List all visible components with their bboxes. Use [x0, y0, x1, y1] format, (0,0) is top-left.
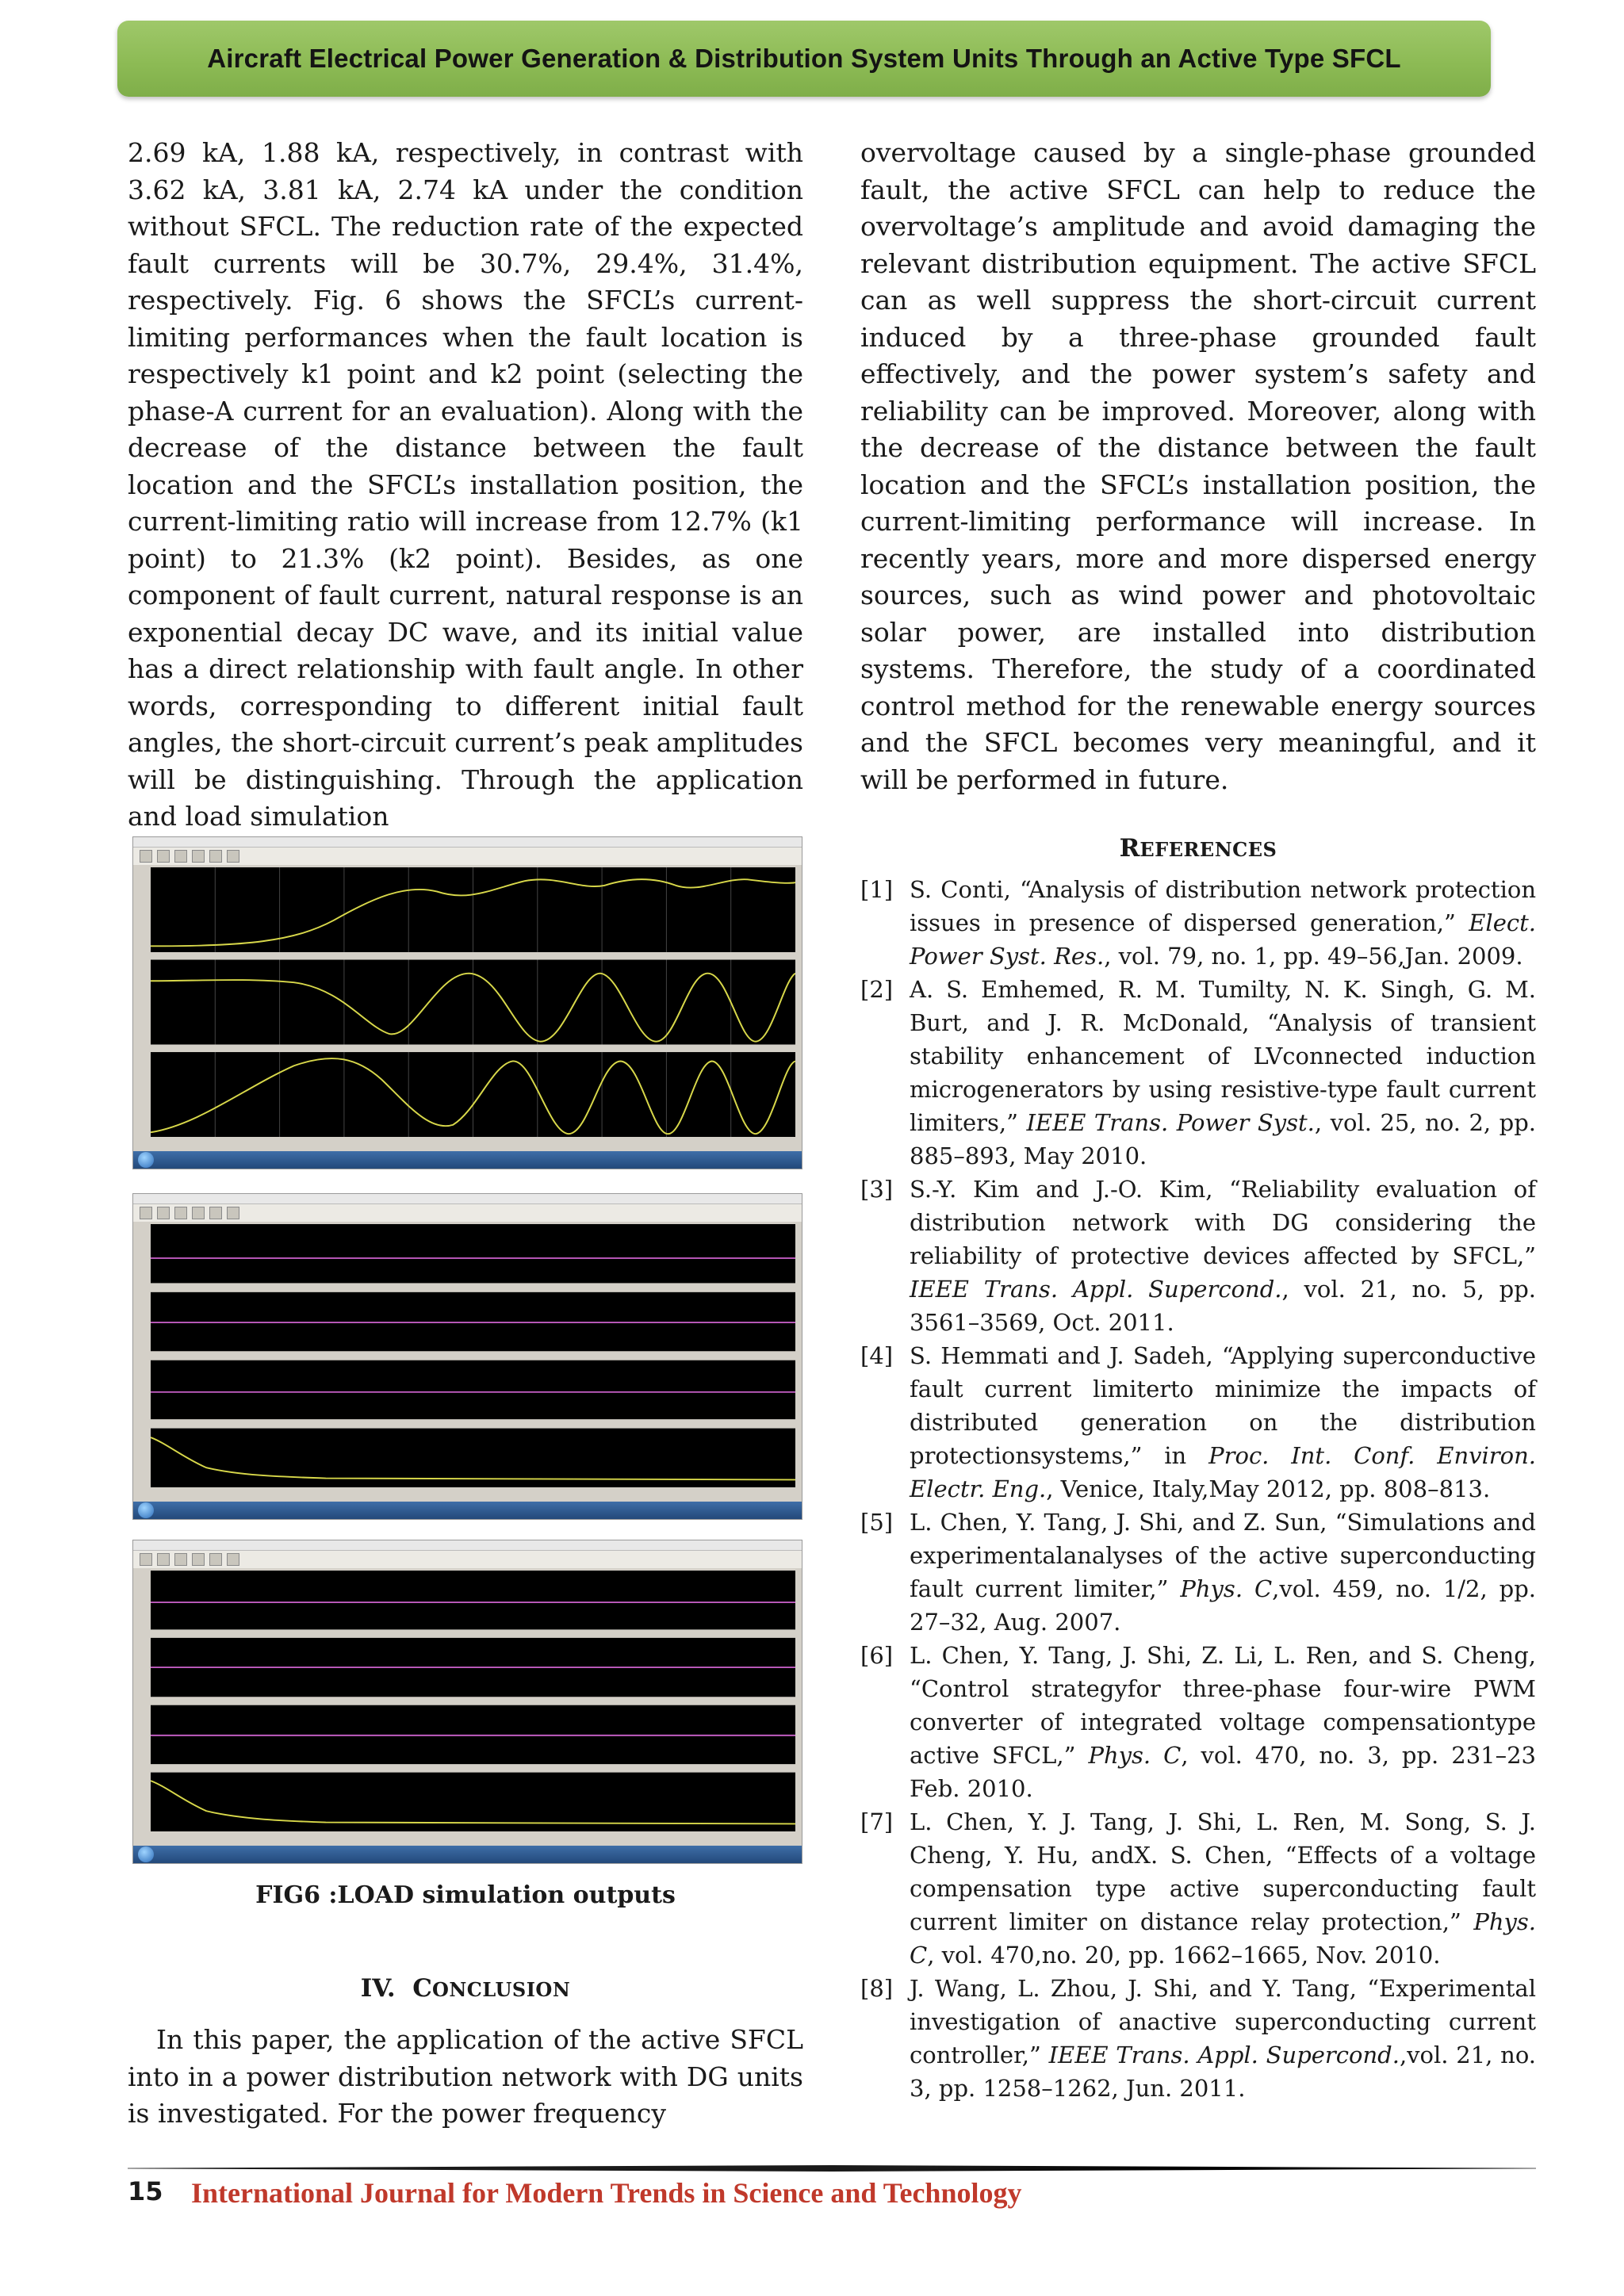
- reference-details: , vol. 25, no. 2, pp. 885–893, May 2010.: [910, 1109, 1536, 1169]
- reference-authors-title: S. Hemmati and J. Sadeh, “Applying superconductive fault current limiterto minimize the impacts of distributed generation on the distribution protectionsystems,” in: [910, 1342, 1536, 1469]
- reference-text: [910, 873, 1536, 973]
- references-heading: [860, 834, 1536, 863]
- reference-number: [3]: [860, 1176, 894, 1203]
- reference-item: [860, 1506, 1536, 1639]
- reference-venue: Proc. Int. Conf. Environ. Electr. Eng.: [910, 1442, 1536, 1502]
- reference-item: [860, 1805, 1536, 1972]
- reference-authors-title: L. Chen, Y. Tang, J. Shi, and Z. Sun, “Simulations and experimentalanalyses of the active superconducting fault current limiter,”: [910, 1509, 1536, 1602]
- right-column: [860, 135, 1536, 798]
- scope-plot-area: [151, 1571, 795, 1831]
- reference-text: [910, 1972, 1536, 2105]
- conclusion-heading: [128, 1974, 803, 2003]
- zoom-icon: [174, 1207, 187, 1219]
- header-title: Aircraft Electrical Power Generation & Distribution System Units Through an Active Type SFCL: [207, 44, 1401, 73]
- reference-number: [8]: [860, 1975, 894, 2002]
- reference-details: , vol. 470,no. 20, pp. 1662–1665, Nov. 2010.: [927, 1942, 1441, 1969]
- conclusion-heading-rest: ONCLUSION: [431, 1978, 571, 2001]
- reference-text: [910, 1339, 1536, 1506]
- footer-divider: [128, 2165, 1536, 2172]
- reference-authors-title: S. Conti, “Analysis of distribution network protection issues in presence of dispersed generation,”: [910, 876, 1536, 936]
- zoom-icon: [174, 1553, 187, 1566]
- scope-plot-area: [151, 1224, 795, 1487]
- reference-number: [7]: [860, 1808, 894, 1835]
- settings-icon: [157, 1207, 170, 1219]
- reference-details: , Venice, Italy,May 2012, pp. 808–813.: [1046, 1475, 1491, 1502]
- settings-icon: [157, 850, 170, 863]
- reference-venue: Elect. Power Syst. Res.: [910, 909, 1536, 970]
- references-heading-initial: R: [1119, 834, 1140, 863]
- print-icon: [140, 1207, 152, 1219]
- reference-item: [860, 1173, 1536, 1339]
- reference-authors-title: A. S. Emhemed, R. M. Tumilty, N. K. Singh, G. M. Burt, and J. R. McDonald, “Analysis of transient stability enhancement of LVconnected induction microgenerators by using resistive-type fault current limiters,”: [910, 976, 1536, 1136]
- journal-name: International Journal for Modern Trends in Science and Technology: [191, 2177, 1022, 2209]
- autoscale-icon: [227, 1553, 239, 1566]
- reference-venue: Phys. C: [1088, 1742, 1182, 1769]
- conclusion-paragraph: In this paper, the application of the active SFCL into in a power distribution network with DG units is investigated. For the power frequency: [128, 2024, 803, 2129]
- reference-list: [860, 873, 1536, 2105]
- page-number: 15: [128, 2176, 163, 2206]
- reference-authors-title: L. Chen, Y. J. Tang, J. Shi, L. Ren, M. Song, S. J. Cheng, Y. Hu, andX. S. Chen, “Effects of a voltage compensation type active superconducting fault current limiter on distance relay protection,”: [910, 1808, 1536, 1935]
- scope-screenshot-1: [132, 836, 802, 1169]
- zoom-x-icon: [192, 1553, 205, 1566]
- reference-item: [860, 1972, 1536, 2105]
- reference-authors-title: L. Chen, Y. Tang, J. Shi, Z. Li, L. Ren, and S. Cheng, “Control strategyfor three-phase four-wire PWM converter of integrated voltage compensationtype active SFCL,”: [910, 1642, 1536, 1769]
- windows-taskbar: [133, 1502, 802, 1519]
- zoom-y-icon: [209, 1207, 222, 1219]
- reference-details: , vol. 21, no. 5, pp. 3561–3569, Oct. 2011.: [910, 1276, 1536, 1336]
- zoom-y-icon: [209, 1553, 222, 1566]
- start-button-icon: [138, 1846, 154, 1862]
- print-icon: [140, 850, 152, 863]
- reference-authors-title: J. Wang, L. Zhou, J. Shi, and Y. Tang, “Experimental investigation of anactive superconducting current controller,”: [910, 1975, 1536, 2068]
- reference-venue: IEEE Trans. Appl. Supercond.: [910, 1276, 1282, 1303]
- reference-text: [910, 973, 1536, 1173]
- reference-number: [6]: [860, 1642, 894, 1669]
- reference-item: [860, 1339, 1536, 1506]
- scope-toolbar: [133, 848, 802, 865]
- autoscale-icon: [227, 850, 239, 863]
- scope-screenshot-3: [132, 1540, 802, 1864]
- reference-item: [860, 873, 1536, 973]
- reference-text: [910, 1173, 1536, 1339]
- reference-venue: Phys. C: [910, 1908, 1536, 1969]
- reference-details: ,vol. 459, no. 1/2, pp. 27–32, Aug. 2007.: [910, 1575, 1536, 1636]
- header-banner: [117, 21, 1491, 97]
- reference-details: ,vol. 21, no. 3, pp. 1258–1262, Jun. 2011.: [910, 2042, 1536, 2102]
- conclusion-body: [128, 2022, 803, 2133]
- reference-venue: IEEE Trans. Power Syst.: [1026, 1109, 1315, 1136]
- scope-titlebar: [133, 837, 802, 848]
- scope-toolbar: [133, 1551, 802, 1568]
- reference-number: [4]: [860, 1342, 894, 1369]
- windows-taskbar: [133, 1151, 802, 1169]
- scope-titlebar: [133, 1194, 802, 1204]
- zoom-y-icon: [209, 850, 222, 863]
- reference-venue: IEEE Trans. Appl. Supercond.: [1048, 2042, 1400, 2068]
- reference-number: [5]: [860, 1509, 894, 1536]
- reference-text: [910, 1506, 1536, 1639]
- reference-details: , vol. 470, no. 3, pp. 231–23 Feb. 2010.: [910, 1742, 1536, 1802]
- settings-icon: [157, 1553, 170, 1566]
- scope-screenshot-2: [132, 1193, 802, 1520]
- references-heading-rest: EFERENCES: [1139, 838, 1277, 861]
- reference-text: [910, 1805, 1536, 1972]
- start-button-icon: [138, 1502, 154, 1518]
- reference-details: , vol. 79, no. 1, pp. 49–56,Jan. 2009.: [1104, 943, 1523, 970]
- conclusion-heading-initial: C: [412, 1974, 432, 2003]
- scope-titlebar: [133, 1540, 802, 1551]
- zoom-x-icon: [192, 850, 205, 863]
- reference-number: [1]: [860, 876, 894, 903]
- right-column-paragraph: overvoltage caused by a single-phase grounded fault, the active SFCL can help to reduce the overvoltage’s amplitude and avoid damaging the relevant distribution equipment. The active SFCL can as well suppress the short-circuit current induced by a three-phase grounded fault effectively, and the power system’s safety and reliability can be improved. Moreover, along with the decrease of the distance between the fault location and the SFCL’s installation position, the current-limiting performance will increase. In recently years, more and more dispersed energy sources, such as wind power and photovoltaic solar power, are installed into distribution systems. Therefore, the study of a coordinated control method for the renewable energy sources and the SFCL becomes very meaningful, and it will be performed in future.: [860, 137, 1536, 795]
- reference-item: [860, 973, 1536, 1173]
- figure-caption: FIG6 :LOAD simulation outputs: [255, 1881, 676, 1909]
- start-button-icon: [138, 1152, 154, 1168]
- conclusion-numeral: IV.: [360, 1974, 396, 2003]
- zoom-icon: [174, 850, 187, 863]
- reference-venue: Phys. C: [1180, 1575, 1273, 1602]
- reference-text: [910, 1639, 1536, 1805]
- reference-authors-title: S.-Y. Kim and J.-O. Kim, “Reliability evaluation of distribution network with DG considering the reliability of protective devices affected by SFCL,”: [910, 1176, 1536, 1269]
- print-icon: [140, 1553, 152, 1566]
- scope-toolbar: [133, 1204, 802, 1222]
- zoom-x-icon: [192, 1207, 205, 1219]
- reference-item: [860, 1639, 1536, 1805]
- autoscale-icon: [227, 1207, 239, 1219]
- windows-taskbar: [133, 1846, 802, 1863]
- left-column: [128, 135, 803, 836]
- scope-plot-area: [151, 867, 795, 1137]
- left-column-paragraph: 2.69 kA, 1.88 kA, respectively, in contrast with 3.62 kA, 3.81 kA, 2.74 kA under the condition without SFCL. The reduction rate of the expected fault currents will be 30.7%, 29.4%, 31.4%, respectively. Fig. 6 shows the SFCL’s current-limiting performances when the fault location is respectively k1 point and k2 point (selecting the phase-A current for an evaluation). Along with the decrease of the distance between the fault location and the SFCL’s installation position, the current-limiting ratio will increase from 12.7% (k1 point) to 21.3% (k2 point). Besides, as one component of fault current, natural response is an exponential decay DC wave, and its initial value has a direct relationship with fault angle. In other words, corresponding to different initial fault angles, the short-circuit current’s peak amplitudes will be distinguishing. Through the application and load simulation: [128, 137, 803, 832]
- reference-number: [2]: [860, 976, 894, 1003]
